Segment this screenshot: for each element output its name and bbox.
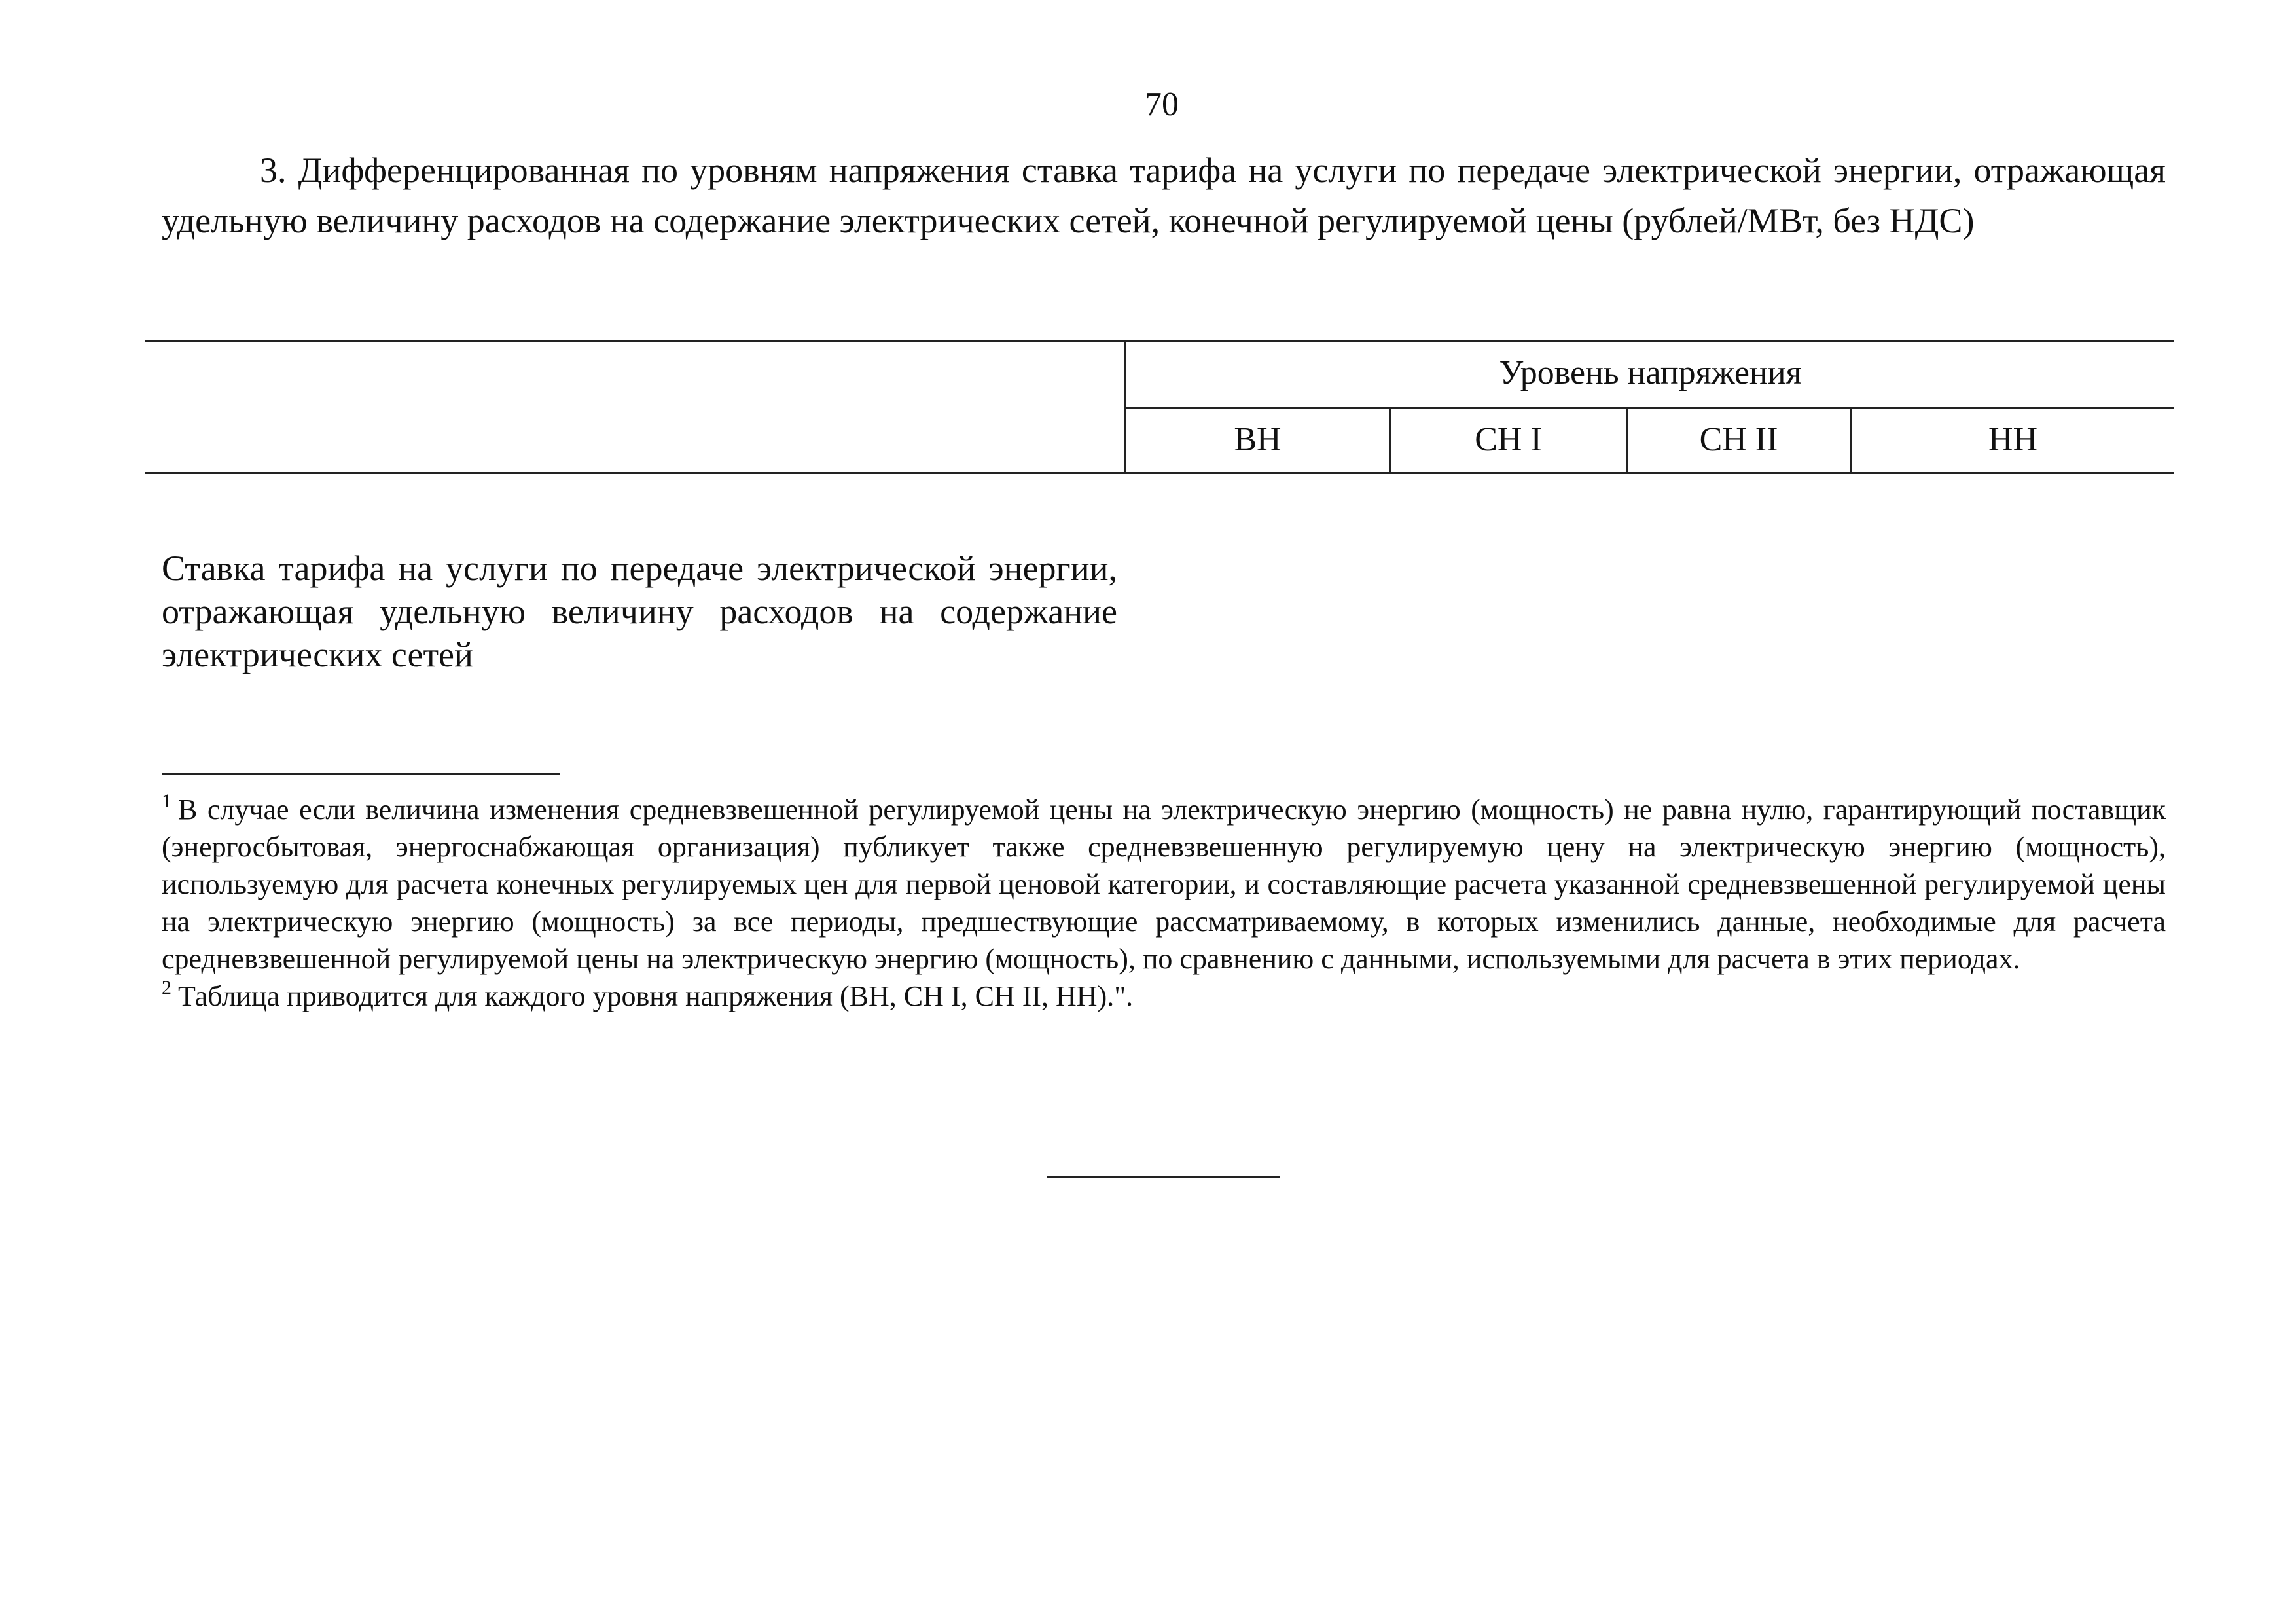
footnote-2 [162, 977, 2166, 1015]
page-number: 70 [1145, 86, 1179, 123]
footnote-text: В случае если величина изменения средневзвешенной регулируемой цены на электрическую энергию (мощность) не равна нулю, гарантирующий поставщик (энергосбытовая, энергоснабжающая организация) публикует также средневзвешенную регулируемую цену на электрическую энергию (мощность), используемую для расчета конечных регулируемых цен для первой ценовой категории, и составляющие расчета указанной средневзвешенной регулируемой цены на электрическую энергию (мощность) за все периоды, предшествующие рассматриваемому, в которых изменились данные, необходимые для расчета средневзвешенной регулируемой цены на электрическую энергию (мощность), по сравнению с данными, используемыми для расчета в этих периодах. [162, 793, 2166, 975]
column-header-sn2: СН II [1699, 421, 1778, 458]
footnote-text: Таблица приводится для каждого уровня напряжения (ВН, СН I, СН II, НН).". [178, 980, 1134, 1012]
table-header-bottom-border [145, 472, 2174, 474]
section-heading: 3. Дифференцированная по уровням напряжения ставка тарифа на услуги по передаче электрической энергии, отражающая удельную величину расходов на содержание электрических сетей, конечной регулируемой цены (рублей/МВт, без НДС) [162, 151, 2166, 240]
footnote-mark: 2 [162, 977, 171, 998]
footnote-separator [162, 773, 560, 775]
column-header-nn: НН [1988, 421, 2038, 458]
end-of-section-rule [1047, 1176, 1280, 1178]
voltage-level-header: Уровень напряжения [1499, 354, 1802, 392]
footnote-mark: 1 [162, 790, 171, 812]
column-header-sn1: СН I [1475, 421, 1542, 458]
table-header-divider [1126, 407, 2174, 409]
table-top-border [145, 340, 2174, 342]
table-row-label: Ставка тарифа на услуги по передаче электрической энергии, отражающая удельную величину расходов на содержание электрических сетей [162, 549, 1117, 674]
footnotes [162, 791, 2166, 1015]
footnote-1 [162, 791, 2166, 977]
column-header-vn: ВН [1234, 421, 1282, 458]
